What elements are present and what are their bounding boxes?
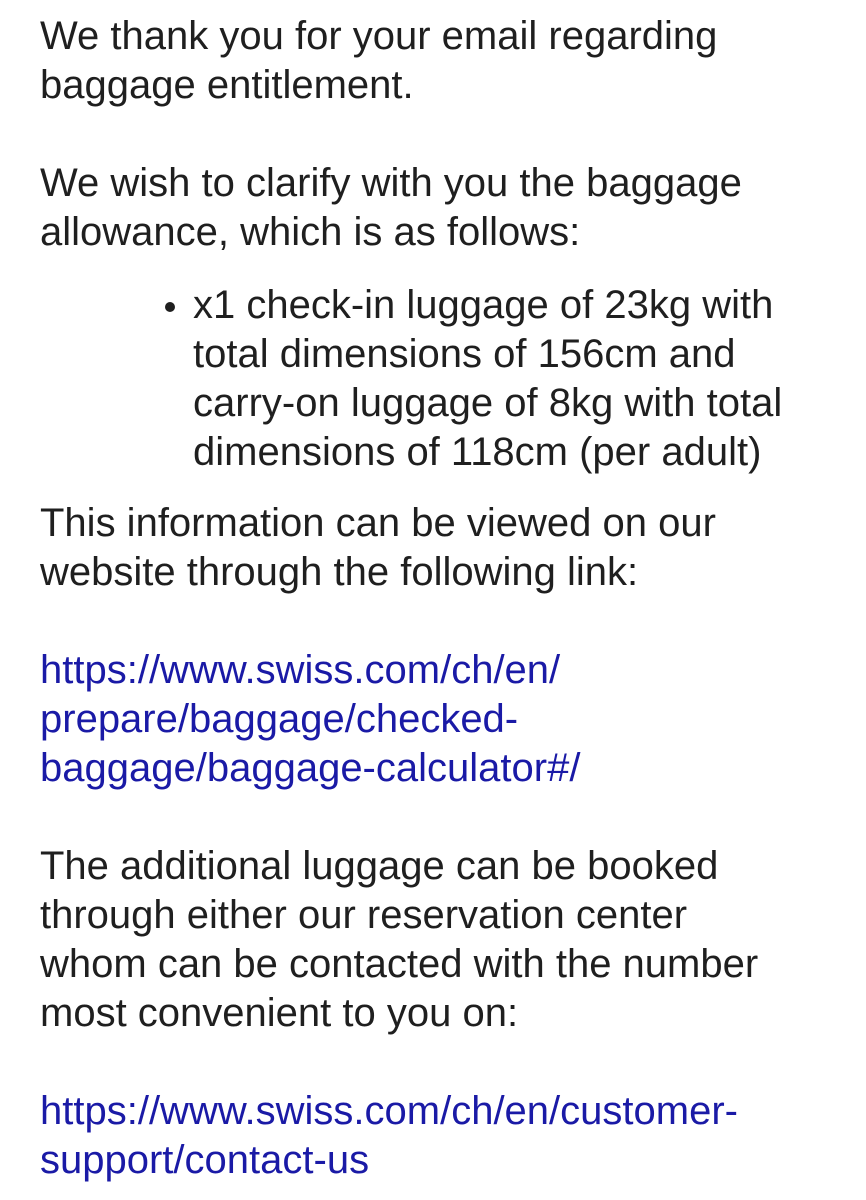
contact-us-link[interactable] xyxy=(40,1087,836,1185)
link-line[interactable]: prepare/baggage/checked- xyxy=(40,697,519,741)
clarify-line: allowance, which is as follows: xyxy=(40,210,581,254)
additional-line: most convenient to you on: xyxy=(40,991,519,1035)
bullet-icon xyxy=(165,302,175,312)
allowance-list xyxy=(40,281,836,477)
additional-line: The additional luggage can be booked xyxy=(40,844,719,888)
info-paragraph xyxy=(40,499,836,597)
info-line: website through the following link: xyxy=(40,550,639,594)
allowance-list-item xyxy=(40,281,836,477)
bullet-line: total dimensions of 156cm and xyxy=(193,332,736,376)
info-line: This information can be viewed on our xyxy=(40,501,716,545)
paragraph-gap xyxy=(40,1038,836,1087)
additional-paragraph xyxy=(40,842,836,1038)
paragraph-gap xyxy=(40,793,836,842)
bullet-line: carry-on luggage of 8kg with total xyxy=(193,381,783,425)
additional-line: whom can be contacted with the number xyxy=(40,942,759,986)
intro-line: We thank you for your email regarding xyxy=(40,14,718,58)
clarify-line: We wish to clarify with you the baggage xyxy=(40,161,742,205)
bullet-line: x1 check-in luggage of 23kg with xyxy=(193,283,774,327)
paragraph-gap xyxy=(40,597,836,646)
intro-paragraph xyxy=(40,12,836,110)
link-line[interactable]: support/contact-us xyxy=(40,1138,370,1182)
link-line[interactable]: baggage/baggage-calculator#/ xyxy=(40,746,581,790)
link-line[interactable]: https://www.swiss.com/ch/en/customer- xyxy=(40,1089,738,1133)
baggage-calculator-link[interactable] xyxy=(40,646,836,793)
bullet-line: dimensions of 118cm (per adult) xyxy=(193,430,762,474)
intro-line: baggage entitlement. xyxy=(40,63,414,107)
link-line[interactable]: https://www.swiss.com/ch/en/ xyxy=(40,648,561,692)
paragraph-gap xyxy=(40,110,836,159)
clarify-paragraph xyxy=(40,159,836,257)
additional-line: through either our reservation center xyxy=(40,893,688,937)
